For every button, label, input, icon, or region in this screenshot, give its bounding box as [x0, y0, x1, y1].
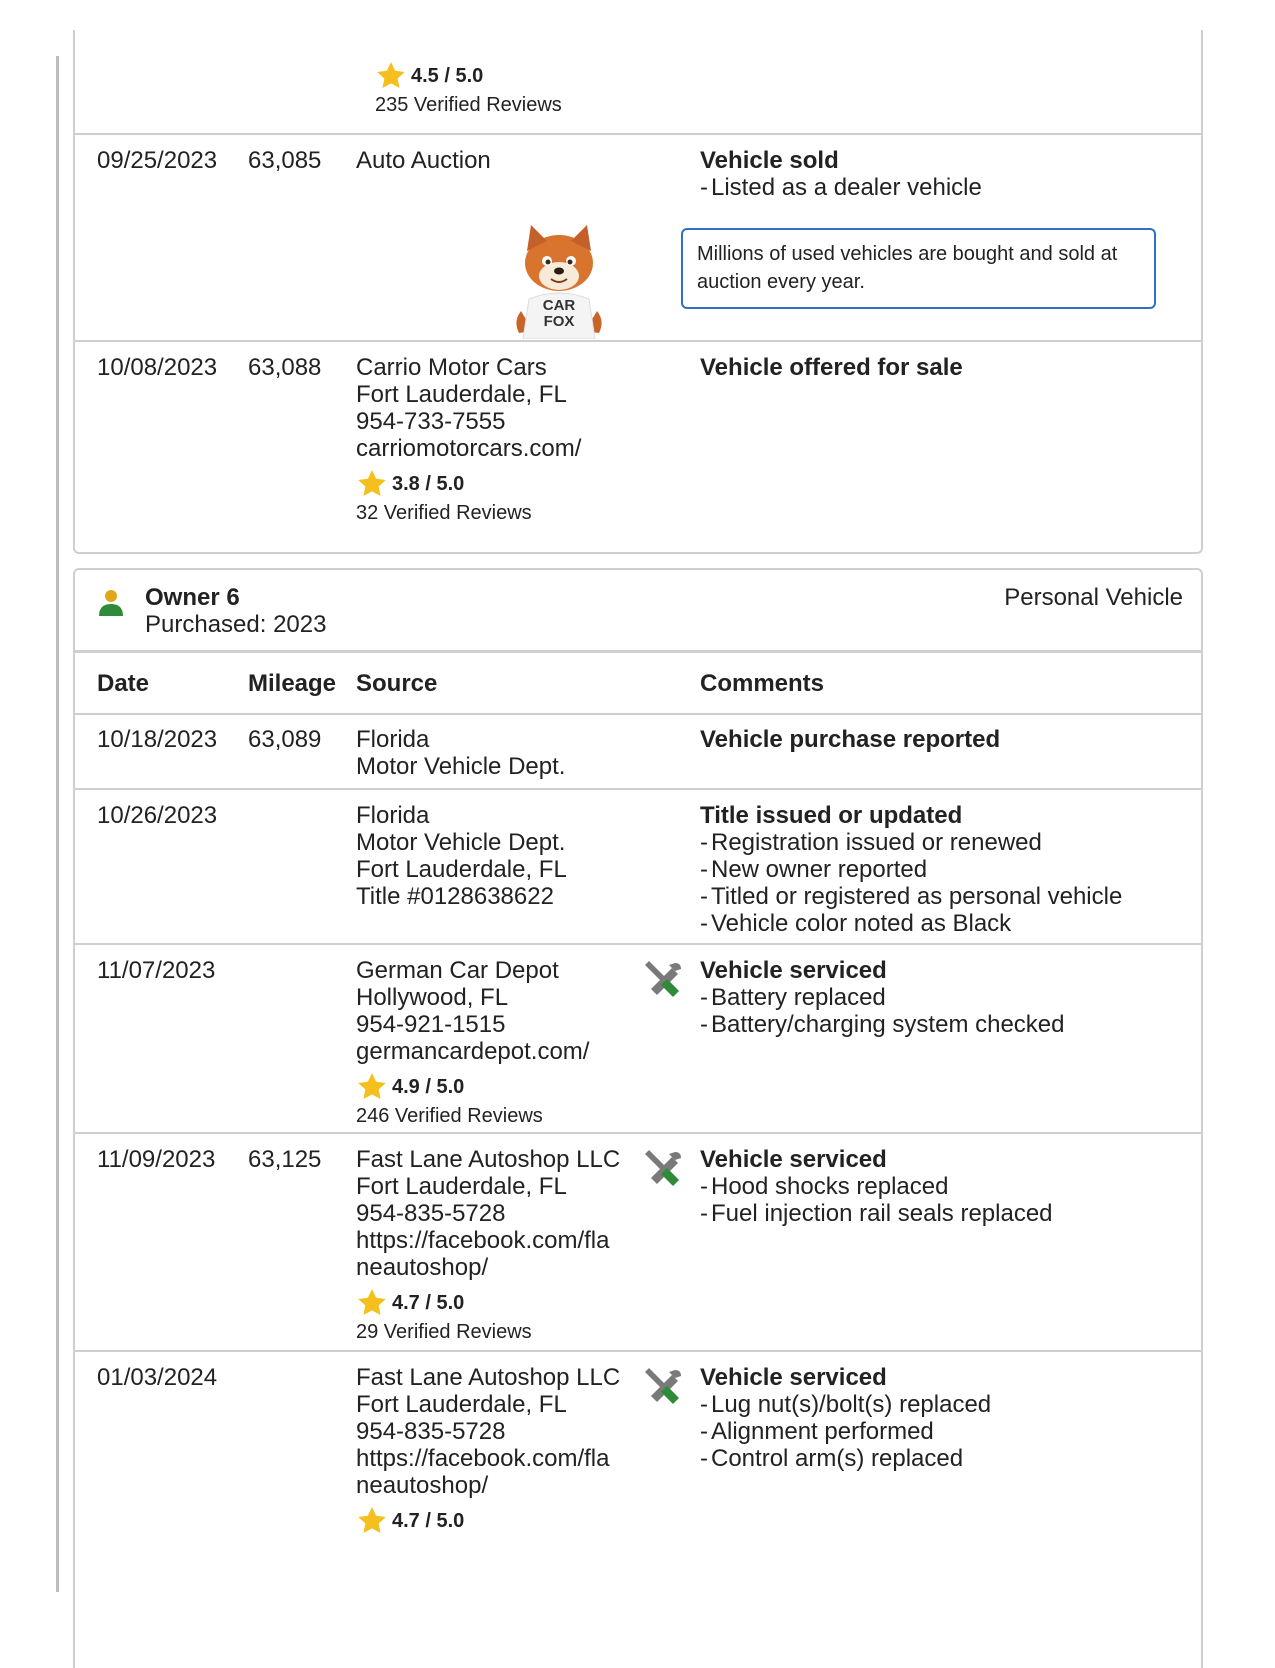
comment-item: - Alignment performed — [700, 1418, 991, 1445]
column-header-source: Source — [356, 670, 438, 697]
table-row — [75, 133, 1201, 342]
rating-value: 4.9 / 5.0 — [392, 1076, 465, 1098]
comments-cell — [700, 1364, 991, 1472]
comment-item: - Listed as a dealer vehicle — [700, 174, 982, 201]
owner-person-icon — [97, 588, 125, 618]
mileage-cell: 63,125 — [248, 1146, 322, 1173]
service-wrench-icon — [639, 957, 683, 1001]
source-name: Fast Lane Autoshop LLC — [356, 1146, 621, 1173]
source-phone[interactable]: 954-733-7555 — [356, 408, 506, 435]
comment-list — [700, 1391, 991, 1472]
source-phone[interactable]: 954-921-1515 — [356, 1011, 506, 1038]
source-department: Motor Vehicle Dept. — [356, 829, 566, 856]
comment-item: - Vehicle color noted as Black — [700, 910, 1122, 937]
source-website-link[interactable]: carriomotorcars.com/ — [356, 435, 582, 462]
source-cell — [356, 1364, 620, 1537]
comment-item: - Control arm(s) replaced — [700, 1445, 991, 1472]
column-header-date: Date — [97, 670, 150, 697]
source-website-link[interactable]: https://facebook.com/fla — [356, 1445, 610, 1472]
table-row — [75, 712, 1201, 790]
date-cell: 01/03/2024 — [97, 1364, 218, 1391]
mileage-cell: 63,088 — [248, 354, 322, 381]
mileage-cell: 63,085 — [248, 147, 322, 174]
comments-cell — [700, 147, 982, 201]
owner-title: Owner 6 — [145, 584, 240, 611]
source-phone[interactable]: 954-835-5728 — [356, 1200, 506, 1227]
source-department: Motor Vehicle Dept. — [356, 753, 566, 780]
date-cell: 11/07/2023 — [97, 957, 216, 984]
rating — [375, 60, 562, 92]
comment-list — [700, 829, 1122, 937]
comment-item: - New owner reported — [700, 856, 1122, 883]
source-website-link[interactable]: https://facebook.com/fla — [356, 1227, 610, 1254]
source-cell — [356, 802, 567, 910]
rating — [356, 1505, 620, 1537]
rating — [356, 468, 581, 500]
star-icon — [356, 468, 388, 500]
column-header-comments: Comments — [700, 670, 825, 697]
carfox-mascot-icon — [509, 221, 609, 339]
rating-value: 4.5 / 5.0 — [411, 65, 484, 87]
comment-title: Vehicle sold — [700, 147, 839, 174]
rating — [356, 1287, 620, 1319]
rating-value: 4.7 / 5.0 — [392, 1510, 465, 1532]
service-wrench-icon — [639, 1364, 683, 1408]
table-row — [75, 943, 1201, 1134]
comment-item: - Battery replaced — [700, 984, 1065, 1011]
rating — [356, 1071, 589, 1103]
owner-vehicle-type: Personal Vehicle — [1004, 584, 1183, 611]
source-location: Fort Lauderdale, FL — [356, 856, 567, 883]
source-cell — [356, 354, 581, 526]
source-website-link[interactable]: germancardepot.com/ — [356, 1038, 590, 1065]
comment-title: Vehicle serviced — [700, 957, 887, 984]
star-icon — [375, 60, 407, 92]
comment-item: - Registration issued or renewed — [700, 829, 1122, 856]
owner-header — [75, 570, 1201, 650]
page-left-rule — [56, 56, 59, 1592]
source-website-link-cont[interactable]: neautoshop/ — [356, 1472, 489, 1499]
comment-item: - Fuel injection rail seals replaced — [700, 1200, 1053, 1227]
star-icon — [356, 1071, 388, 1103]
column-header-mileage: Mileage — [248, 670, 337, 697]
source-name: German Car Depot — [356, 957, 559, 984]
table-row — [75, 788, 1201, 945]
mascot-shirt-text: FOX — [543, 313, 575, 330]
table-row — [75, 1350, 1201, 1668]
source-name: Fast Lane Autoshop LLC — [356, 1364, 621, 1391]
review-count-link[interactable]: 29 Verified Reviews — [356, 1321, 532, 1343]
comments-cell — [700, 1146, 1053, 1227]
source-phone[interactable]: 954-835-5728 — [356, 1418, 506, 1445]
source-location: Fort Lauderdale, FL — [356, 1173, 567, 1200]
review-count-link[interactable]: 235 Verified Reviews — [375, 94, 562, 116]
source-name: Florida — [356, 726, 430, 753]
source-location: Fort Lauderdale, FL — [356, 381, 567, 408]
table-row — [75, 30, 1201, 135]
table-row — [75, 1132, 1201, 1352]
comment-list — [700, 984, 1065, 1038]
history-card-owner-6 — [73, 568, 1203, 1668]
mileage-cell: 63,089 — [248, 726, 322, 753]
comment-title: Vehicle serviced — [700, 1146, 887, 1173]
rating-value: 4.7 / 5.0 — [392, 1292, 465, 1314]
source-cell — [356, 726, 565, 780]
table-header — [75, 650, 1201, 715]
source-name: Carrio Motor Cars — [356, 354, 547, 381]
date-cell: 10/08/2023 — [97, 354, 218, 381]
source-location: Hollywood, FL — [356, 984, 509, 1011]
mascot-shirt-text: CAR — [542, 297, 576, 314]
source-location: Fort Lauderdale, FL — [356, 1391, 567, 1418]
comment-title: Vehicle purchase reported — [700, 726, 1001, 753]
source-name: Florida — [356, 802, 430, 829]
comment-item: - Hood shocks replaced — [700, 1173, 1053, 1200]
comment-title: Title issued or updated — [700, 802, 963, 829]
comment-item: - Titled or registered as personal vehicle — [700, 883, 1122, 910]
review-count-link[interactable]: 246 Verified Reviews — [356, 1105, 543, 1127]
star-icon — [356, 1505, 388, 1537]
owner-purchased: Purchased: 2023 — [145, 611, 327, 638]
comment-title: Vehicle offered for sale — [700, 354, 963, 381]
source-cell — [356, 957, 589, 1129]
comment-list — [700, 1173, 1053, 1227]
review-count-link[interactable]: 32 Verified Reviews — [356, 502, 532, 524]
comments-cell — [700, 802, 1122, 937]
star-icon — [356, 1287, 388, 1319]
date-cell: 10/18/2023 — [97, 726, 218, 753]
source-cell — [356, 1146, 620, 1345]
comments-cell — [700, 957, 1065, 1038]
date-cell: 09/25/2023 — [97, 147, 218, 174]
auction-info-note: Millions of used vehicles are bought and sold at auction every year. — [681, 228, 1156, 309]
source-website-link-cont[interactable]: neautoshop/ — [356, 1254, 489, 1281]
comment-item: - Battery/charging system checked — [700, 1011, 1065, 1038]
comment-list — [700, 174, 982, 201]
source-name: Auto Auction — [356, 147, 491, 174]
comment-item: - Lug nut(s)/bolt(s) replaced — [700, 1391, 991, 1418]
comment-title: Vehicle serviced — [700, 1364, 887, 1391]
table-row — [75, 340, 1201, 554]
source-title-number: Title #0128638622 — [356, 883, 554, 910]
rating-value: 3.8 / 5.0 — [392, 473, 465, 495]
date-cell: 10/26/2023 — [97, 802, 218, 829]
date-cell: 11/09/2023 — [97, 1146, 216, 1173]
service-wrench-icon — [639, 1146, 683, 1190]
history-card-previous-owner — [73, 30, 1203, 554]
